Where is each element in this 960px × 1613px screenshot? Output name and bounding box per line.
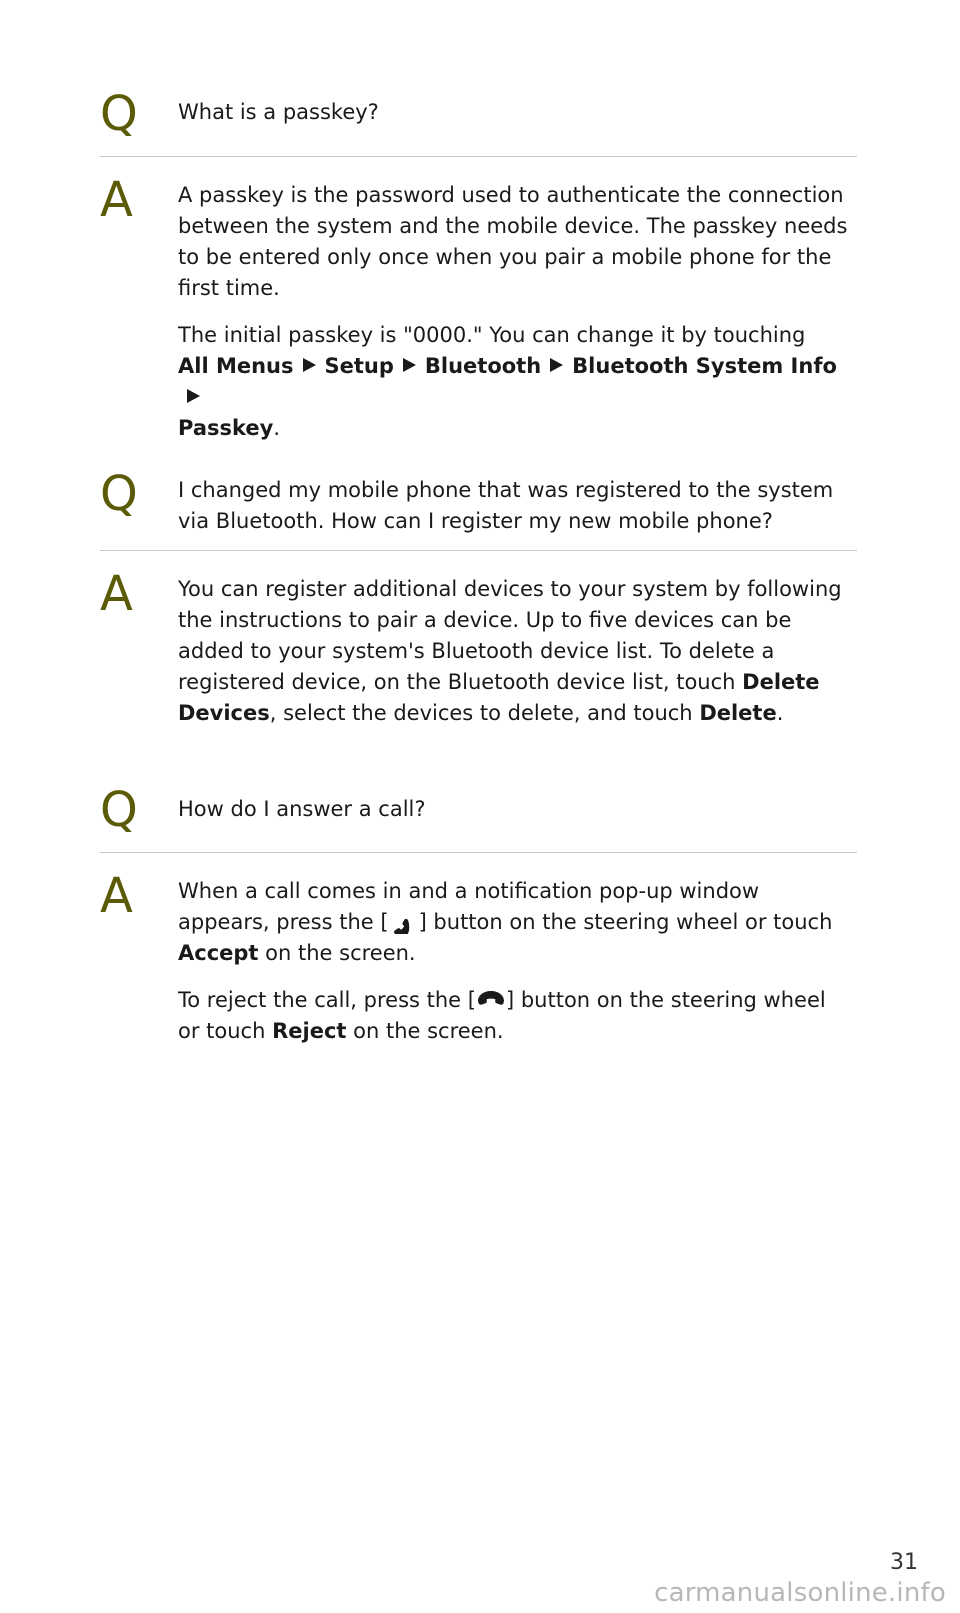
divider	[100, 852, 857, 853]
menu-path-item: Passkey	[178, 416, 274, 440]
phone-accept-icon	[389, 908, 419, 934]
path-arrow-icon	[550, 358, 563, 372]
divider	[100, 156, 857, 157]
answer-text	[178, 876, 853, 1063]
answer-1-intro: The initial passkey is "0000." You can change it by touching	[178, 323, 806, 347]
question-text	[178, 475, 853, 553]
delete-label: Delete	[699, 701, 777, 725]
answer-3-text-e: ] button on the steering wheel or touch	[178, 988, 826, 1043]
reject-label: Reject	[272, 1019, 347, 1043]
question-marker: Q	[100, 466, 138, 522]
question-text	[178, 97, 853, 144]
menu-path-item: Bluetooth System Info	[572, 354, 837, 378]
answer-1-paragraph-1: A passkey is the password used to authenticate the connection between the system and the mobile device. The passkey needs to be entered only once when you pair a mobile phone for the first time.	[178, 183, 848, 300]
answer-marker: A	[100, 566, 133, 622]
answer-marker: A	[100, 868, 133, 924]
path-arrow-icon	[403, 358, 416, 372]
phone-reject-icon	[476, 986, 506, 1012]
divider	[100, 550, 857, 551]
watermark: carmanualsonline.info	[654, 1578, 946, 1608]
answer-text	[178, 180, 853, 460]
question-marker: Q	[100, 86, 138, 142]
question-2: I changed my mobile phone that was registered to the system via Bluetooth. How can I register my new mobile phone?	[178, 478, 834, 533]
answer-2-end: .	[776, 701, 784, 725]
answer-marker: A	[100, 172, 133, 228]
question-text	[178, 794, 853, 841]
answer-text	[178, 574, 853, 745]
answer-2-mid: , select the devices to delete, and touch	[269, 701, 693, 725]
answer-3-text-d: To reject the call, press the [	[178, 988, 476, 1012]
accept-label: Accept	[178, 941, 259, 965]
delete-devices-label: Delete Devices	[178, 670, 820, 725]
menu-path-item: Setup	[324, 354, 394, 378]
answer-2-text: You can register additional devices to your system by following the instructions to pair a device. Up to five devices can be added to your system's Bluetooth device list. To delete a registered device, on the Bluetooth device list, touch	[178, 577, 842, 694]
page-number: 31	[890, 1550, 918, 1575]
question-marker: Q	[100, 782, 138, 838]
answer-3-paragraph-1	[178, 876, 853, 969]
answer-2-paragraph	[178, 574, 853, 729]
menu-path-item: All Menus	[178, 354, 294, 378]
menu-path-item: Bluetooth	[424, 354, 542, 378]
question-3: How do I answer a call?	[178, 797, 426, 821]
answer-3-paragraph-2	[178, 985, 853, 1047]
question-1: What is a passkey?	[178, 100, 379, 124]
path-arrow-icon	[303, 358, 316, 372]
answer-3-text-b: ] button on the steering wheel or touch	[418, 910, 833, 934]
answer-1-paragraph-2	[178, 320, 853, 444]
answer-3-text-c: on the screen.	[265, 941, 416, 965]
path-arrow-icon	[187, 389, 200, 403]
answer-3-text-f: on the screen.	[353, 1019, 504, 1043]
answer-3-text-a: When a call comes in and a notification pop-up window appears, press the [	[178, 879, 760, 934]
path-end: .	[273, 416, 281, 440]
